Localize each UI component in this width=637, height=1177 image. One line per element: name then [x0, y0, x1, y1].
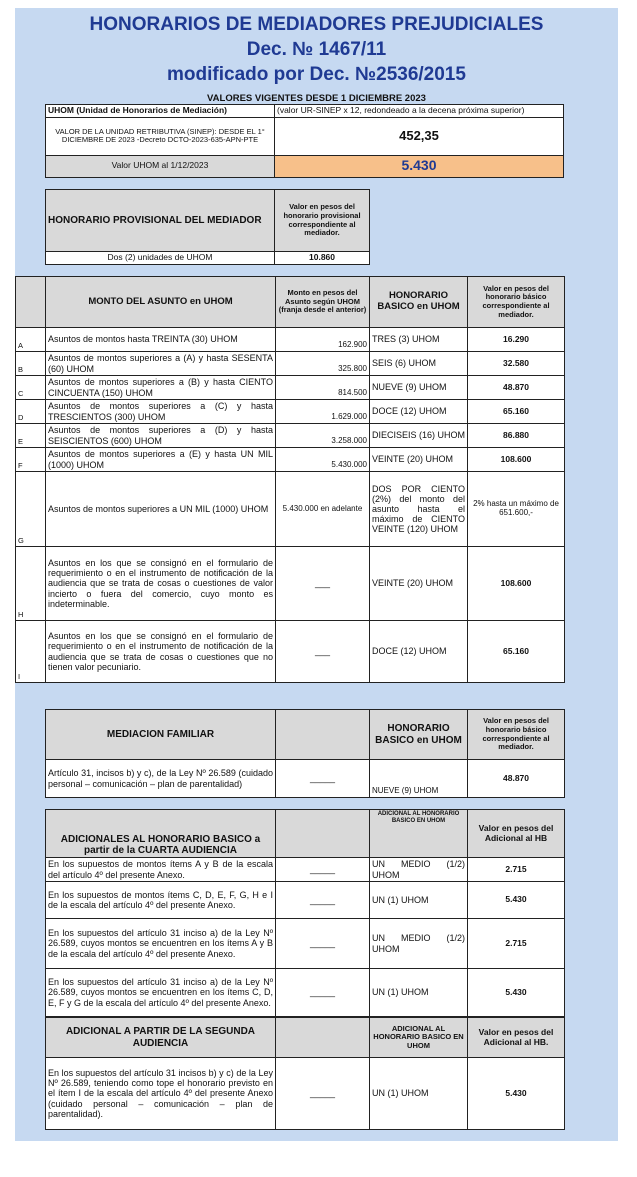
adicional-row-amount: _____ — [276, 969, 370, 1017]
segunda-desc: En los supuestos del artículo 31 incisos b) y c) de la Ley Nº 26.589, teniendo como tope el honorario previsto en el ítem I de la escala del artículo 4º del presente Anexo (cuidado personal – comunicación – plan de parentalidad). — [46, 1058, 276, 1130]
familiar-col-empty — [276, 710, 370, 760]
monto-row-desc: Asuntos de montos superiores a (E) y hasta UN MIL (1000) UHOM — [46, 448, 276, 472]
monto-row-letter: B — [16, 352, 46, 376]
adicional-row-value: 5.430 — [468, 969, 565, 1017]
document-title: HONORARIOS DE MEDIADORES PREJUDICIALES — [89, 14, 544, 35]
monto-row-desc: Asuntos de montos superiores a (B) y hasta CIENTO CINCUENTA (150) UHOM — [46, 376, 276, 400]
letter-header — [16, 277, 46, 328]
familiar-table — [45, 709, 565, 798]
monto-row-letter: G — [16, 472, 46, 547]
segunda-col-basico: ADICIONAL AL HONORARIO BASICO EN UHOM — [370, 1018, 468, 1058]
provisional-title: HONORARIO PROVISIONAL DEL MEDIADOR — [46, 190, 275, 252]
monto-row — [16, 621, 565, 683]
monto-row-letter: A — [16, 328, 46, 352]
adicionales-title: ADICIONALES AL HONORARIO BASICO a partir de la CUARTA AUDIENCIA — [46, 810, 276, 858]
monto-row — [16, 376, 565, 400]
monto-row-desc: Asuntos de montos hasta TREINTA (30) UHOM — [46, 328, 276, 352]
uhom-table — [45, 104, 564, 178]
uhom-note: (valor UR-SINEP x 12, redondeado a la decena próxima superior) — [275, 105, 564, 118]
monto-row-basic: SEIS (6) UHOM — [370, 352, 468, 376]
monto-row-basic: TRES (3) UHOM — [370, 328, 468, 352]
adicionales-col-empty — [276, 810, 370, 858]
monto-row-amount: 5.430.000 — [276, 448, 370, 472]
segunda-value: 5.430 — [468, 1058, 565, 1130]
monto-row-amount: 325.800 — [276, 352, 370, 376]
monto-row-letter: E — [16, 424, 46, 448]
familiar-col-basico: HONORARIO BASICO en UHOM — [370, 710, 468, 760]
monto-row-basic: VEINTE (20) UHOM — [370, 448, 468, 472]
monto-row-value: 65.160 — [468, 621, 565, 683]
adicional-row — [46, 858, 565, 882]
uhom-value-label: Valor UHOM al 1/12/2023 — [46, 155, 275, 177]
adicional-row-amount: _____ — [276, 919, 370, 969]
monto-row-desc: Asuntos de montos superiores a (A) y hasta SESENTA (60) UHOM — [46, 352, 276, 376]
uhom-label: UHOM (Unidad de Honorarios de Mediación) — [46, 105, 275, 118]
adicional-row-desc: En los supuestos de montos ítems C, D, E, F, G, H e I de la escala del artículo 4º del presente Anexo. — [46, 882, 276, 919]
monto-row-amount: 3.258.000 — [276, 424, 370, 448]
monto-row-value: 108.600 — [468, 547, 565, 621]
monto-col-basico: HONORARIO BASICO en UHOM — [370, 277, 468, 328]
adicional-row-basic: UN (1) UHOM — [370, 882, 468, 919]
monto-row-amount: 5.430.000 en adelante — [276, 472, 370, 547]
adicionales-col-valor: Valor en pesos del Adicional al HB — [468, 810, 565, 858]
monto-row-desc: Asuntos en los que se consignó en el formulario de requerimiento o en el instrumento de notificación de la audiencia que se trata de cosas o cuestiones que no tienen valor pecuniario. — [46, 621, 276, 683]
adicional-row — [46, 969, 565, 1017]
monto-row-letter: C — [16, 376, 46, 400]
monto-row-amount: ___ — [276, 547, 370, 621]
monto-row-desc: Asuntos en los que se consignó en el formulario de requerimiento o en el instrumento de notificación de la audiencia que se trata de cosas o cuestiones de valor incierto o fuera del comercio, cuyo monto es indeterminable. — [46, 547, 276, 621]
monto-row-value: 65.160 — [468, 400, 565, 424]
monto-row-basic: DOCE (12) UHOM — [370, 400, 468, 424]
monto-row-desc: Asuntos de montos superiores a (C) y hasta TRESCIENTOS (300) UHOM — [46, 400, 276, 424]
provisional-row-value: 10.860 — [275, 252, 370, 265]
segunda-basic: UN (1) UHOM — [370, 1058, 468, 1130]
familiar-amount: _____ — [276, 760, 370, 798]
monto-row — [16, 328, 565, 352]
monto-row-letter: H — [16, 547, 46, 621]
monto-row-amount: 1.629.000 — [276, 400, 370, 424]
valid-from-subtitle: VALORES VIGENTES DESDE 1 DICIEMBRE 2023 — [207, 93, 426, 104]
monto-row-value: 48.870 — [468, 376, 565, 400]
adicional-row-value: 2.715 — [468, 919, 565, 969]
monto-row-value: 16.290 — [468, 328, 565, 352]
monto-row-basic: NUEVE (9) UHOM — [370, 376, 468, 400]
adicional-row-value: 2.715 — [468, 858, 565, 882]
adicional-row — [46, 919, 565, 969]
segunda-table — [45, 1017, 565, 1130]
monto-row-letter: D — [16, 400, 46, 424]
familiar-value: 48.870 — [468, 760, 565, 798]
familiar-desc: Artículo 31, incisos b) y c), de la Ley Nº 26.589 (cuidado personal – comunicación – plan de parentalidad) — [46, 760, 276, 798]
segunda-amount: _____ — [276, 1058, 370, 1130]
provisional-table — [45, 189, 370, 265]
monto-row-amount: ___ — [276, 621, 370, 683]
adicional-row-desc: En los supuestos del artículo 31 inciso a) de la Ley Nº 26.589, cuyos montos se encuentren en los ítems C, D, E, F y G de la escala del artículo 4º del presente Anexo. — [46, 969, 276, 1017]
ur-sinep-label: VALOR DE LA UNIDAD RETRIBUTIVA (SINEP): DESDE EL 1° DICIEMBRE DE 2023 -Decreto DCTO-2023-635-APN-PTE — [46, 117, 275, 155]
monto-row-amount: 814.500 — [276, 376, 370, 400]
monto-row — [16, 424, 565, 448]
monto-col-pesos: Monto en pesos del Asunto según UHOM (franja desde el anterior) — [276, 277, 370, 328]
familiar-basic: NUEVE (9) UHOM — [370, 760, 468, 798]
provisional-row-label: Dos (2) unidades de UHOM — [46, 252, 275, 265]
monto-row-value: 2% hasta un máximo de 651.600,- — [468, 472, 565, 547]
monto-row-desc: Asuntos de montos superiores a (D) y hasta SEISCIENTOS (600) UHOM — [46, 424, 276, 448]
adicional-row-desc: En los supuestos de montos ítems A y B de la escala del artículo 4º del presente Anexo. — [46, 858, 276, 882]
monto-row-amount: 162.900 — [276, 328, 370, 352]
monto-row-basic: DOS POR CIENTO (2%) del monto del asunto hasta el máximo de CIENTO VEINTE (120) UHOM — [370, 472, 468, 547]
adicional-row-basic: UN MEDIO (1/2) UHOM — [370, 919, 468, 969]
adicional-row-value: 5.430 — [468, 882, 565, 919]
monto-row-basic: DOCE (12) UHOM — [370, 621, 468, 683]
monto-row-basic: VEINTE (20) UHOM — [370, 547, 468, 621]
monto-row — [16, 472, 565, 547]
uhom-value: 5.430 — [275, 155, 564, 177]
adicionales-col-basico: ADICIONAL AL HONORARIO BASICO EN UHOM — [370, 810, 468, 858]
decree-title: Dec. № 1467/11 — [246, 39, 387, 60]
adicional-row-basic: UN (1) UHOM — [370, 969, 468, 1017]
modification-title: modificado por Dec. №2536/2015 — [167, 64, 466, 85]
familiar-col-valor: Valor en pesos del honorario básico correspondiente al mediador. — [468, 710, 565, 760]
adicional-row-desc: En los supuestos del artículo 31 inciso a) de la Ley Nº 26.589, cuyos montos se encuentren en los ítems A y B de la escala del artículo 4º del presente Anexo. — [46, 919, 276, 969]
familiar-title: MEDIACION FAMILIAR — [46, 710, 276, 760]
monto-row — [16, 448, 565, 472]
monto-table — [15, 276, 565, 683]
ur-sinep-value: 452,35 — [275, 117, 564, 155]
monto-row-desc: Asuntos de montos superiores a UN MIL (1000) UHOM — [46, 472, 276, 547]
adicionales-table — [45, 809, 565, 1017]
adicional-row-amount: _____ — [276, 858, 370, 882]
adicional-row-basic: UN MEDIO (1/2) UHOM — [370, 858, 468, 882]
segunda-col-empty — [276, 1018, 370, 1058]
monto-row-basic: DIECISEIS (16) UHOM — [370, 424, 468, 448]
monto-row — [16, 352, 565, 376]
monto-row — [16, 400, 565, 424]
adicional-row-amount: _____ — [276, 882, 370, 919]
monto-row — [16, 547, 565, 621]
provisional-col-header: Valor en pesos del honorario provisional correspondiente al mediador. — [275, 190, 370, 252]
monto-row-letter: I — [16, 621, 46, 683]
monto-col-asunto: MONTO DEL ASUNTO en UHOM — [46, 277, 276, 328]
segunda-col-valor: Valor en pesos del Adicional al HB. — [468, 1018, 565, 1058]
monto-row-letter: F — [16, 448, 46, 472]
monto-row-value: 32.580 — [468, 352, 565, 376]
adicional-row — [46, 882, 565, 919]
monto-row-value: 108.600 — [468, 448, 565, 472]
monto-col-valor: Valor en pesos del honorario básico correspondiente al mediador. — [468, 277, 565, 328]
monto-row-value: 86.880 — [468, 424, 565, 448]
segunda-title: ADICIONAL A PARTIR DE LA SEGUNDA AUDIENCIA — [46, 1018, 276, 1058]
